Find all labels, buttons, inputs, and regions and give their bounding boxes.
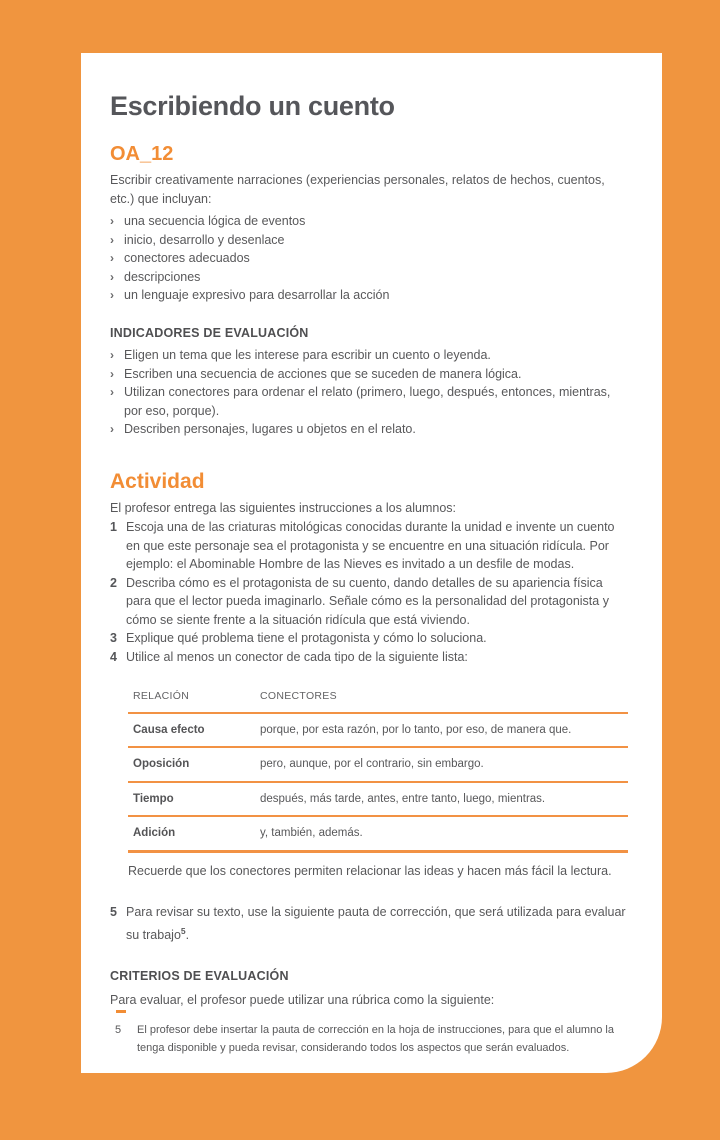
footnote [115, 1010, 618, 1057]
actividad-step5 [110, 903, 628, 944]
table-row [128, 816, 628, 851]
list-item-text: conectores adecuados [124, 251, 250, 265]
chevron-bullet-icon: › [110, 348, 114, 362]
actividad-intro: El profesor entrega las siguientes instrucciones a los alumnos: [110, 500, 457, 515]
list-item-text: Utilizan conectores para ordenar el relato (primero, luego, después, entonces, mientras, por eso, porque). [124, 385, 611, 418]
step-number: 3 [110, 631, 117, 645]
actividad-steps [110, 518, 628, 666]
step-number: 1 [110, 520, 117, 534]
list-item-text: Eligen un tema que les interese para escribir un cuento o leyenda. [124, 348, 491, 362]
cell-conectores: porque, por esta razón, por lo tanto, por eso, de manera que. [255, 713, 628, 748]
footnote-text: El profesor debe insertar la pauta de corrección en la hoja de instrucciones, para que el alumno la tenga disponible y pueda revisar, considerando todos los aspectos que serán evaluados. [137, 1024, 614, 1054]
list-item [110, 249, 628, 268]
table-row [128, 747, 628, 782]
step-item [110, 629, 628, 648]
actividad-heading: Actividad [110, 469, 205, 493]
footnote-row [115, 1022, 618, 1057]
document-content [110, 53, 628, 1009]
step-text [126, 903, 628, 944]
cell-conectores: pero, aunque, por el contrario, sin embargo. [255, 747, 628, 782]
oa-list [110, 212, 628, 305]
list-item-text: inicio, desarrollo y desenlace [124, 232, 285, 247]
list-item [110, 383, 628, 420]
list-item-text: una secuencia lógica de eventos [124, 214, 306, 228]
chevron-bullet-icon: › [110, 232, 114, 247]
chevron-bullet-icon: › [110, 214, 114, 228]
list-item-text: un lenguaje expresivo para desarrollar la acción [124, 288, 390, 302]
list-item [110, 231, 628, 250]
footnote-number: 5 [115, 1024, 122, 1036]
table-header-conectores: CONECTORES [255, 683, 628, 713]
step-number: 4 [110, 649, 117, 664]
step-text: Explique qué problema tiene el protagonista y cómo lo soluciona. [126, 631, 487, 645]
list-item [110, 268, 628, 287]
criterios-intro: Para evaluar, el profesor puede utilizar una rúbrica como la siguiente: [110, 992, 495, 1007]
list-item-text: Describen personajes, lugares u objetos en el relato. [124, 422, 416, 436]
step5-text: Para revisar su texto, use la siguiente pauta de corrección, que será utilizada para evaluar su trabajo [126, 905, 626, 942]
oa-intro: Escribir creativamente narraciones (experiencias personales, relatos de hechos, cuentos, etc.) que incluyan: [110, 173, 605, 206]
step-item [110, 518, 628, 574]
step-item [110, 903, 628, 944]
cell-conectores: y, también, además. [255, 816, 628, 851]
table-note: Recuerde que los conectores permiten relacionar las ideas y hacen más fácil la lectura. [128, 863, 612, 878]
indicadores-heading: INDICADORES DE EVALUACIÓN [110, 325, 309, 340]
indicadores-list [110, 346, 628, 439]
document-card [81, 53, 662, 1073]
table-header-relacion: RELACIÓN [128, 683, 255, 713]
cell-relacion: Tiempo [128, 782, 255, 817]
list-item [110, 286, 628, 305]
footnote-divider [116, 1010, 126, 1013]
list-item [110, 365, 628, 384]
step-text: Escoja una de las criaturas mitológicas conocidas durante la unidad e invente un cuento en que este personaje sea el protagonista y se encuentre en una situación ridícula. Por ejemplo: el Abominable Hombre de las Nieves es invitado a un desfile de modas. [126, 520, 615, 571]
table-row [128, 782, 628, 817]
cell-relacion: Oposición [128, 747, 255, 782]
step-text: Describa cómo es el protagonista de su cuento, dando detalles de su apariencia física para que el lector pueda imaginarlo. Señale cómo es la personalidad del protagonista y cómo se siente frente a la situación ridícula que está viviendo. [126, 575, 609, 627]
list-item-text: Escriben una secuencia de acciones que se suceden de manera lógica. [124, 366, 522, 381]
footnote-reference: 5 [180, 925, 186, 936]
table-row [128, 713, 628, 748]
list-item-text: descripciones [124, 269, 201, 284]
chevron-bullet-icon: › [110, 385, 114, 399]
chevron-bullet-icon: › [110, 288, 114, 302]
table-header-row [128, 683, 628, 713]
step5-period: . [185, 927, 190, 942]
step-number: 2 [110, 575, 117, 590]
step-item [110, 648, 628, 667]
conectores-table [128, 683, 628, 853]
criterios-heading: CRITERIOS DE EVALUACIÓN [110, 969, 289, 984]
step-number: 5 [110, 905, 117, 919]
cell-relacion: Causa efecto [128, 713, 255, 748]
chevron-bullet-icon: › [110, 269, 114, 284]
cell-conectores: después, más tarde, antes, entre tanto, luego, mientras. [255, 782, 628, 817]
chevron-bullet-icon: › [110, 366, 114, 381]
list-item [110, 420, 628, 439]
cell-relacion: Adición [128, 816, 255, 851]
page-title: Escribiendo un cuento [110, 91, 395, 121]
oa-heading: OA_12 [110, 143, 174, 165]
chevron-bullet-icon: › [110, 422, 114, 436]
list-item [110, 212, 628, 231]
step-text: Utilice al menos un conector de cada tipo de la siguiente lista: [126, 649, 468, 664]
chevron-bullet-icon: › [110, 251, 114, 265]
step-item [110, 574, 628, 630]
list-item [110, 346, 628, 365]
